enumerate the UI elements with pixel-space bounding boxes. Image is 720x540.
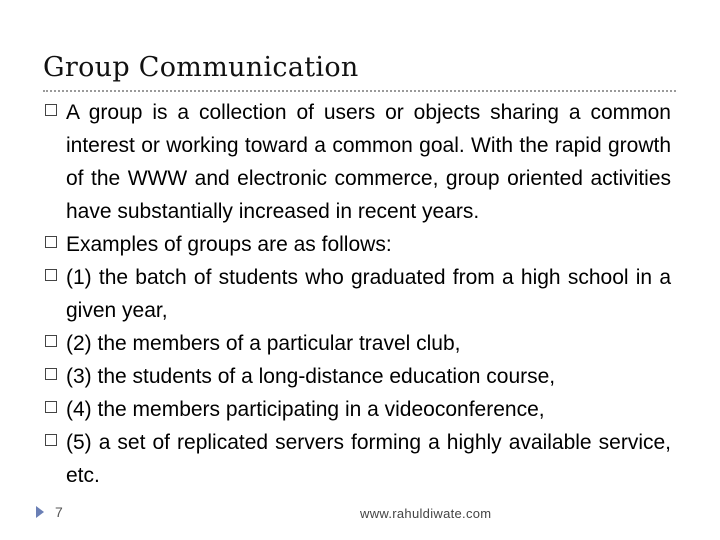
page-number: 7 [55,504,63,520]
bullet-item [45,96,671,228]
bullet-item [45,393,671,426]
bullet-text: (5) a set of replicated servers forming a highly available service, etc. [66,431,671,487]
bullet-item [45,426,671,492]
bullet-text: (1) the batch of students who graduated from a high school in a given year, [66,266,671,322]
bullet-text: (4) the members participating in a videoconference, [66,398,545,421]
square-bullet-icon [45,368,57,380]
bullet-item [45,360,671,393]
slide-title: Group Communication [43,52,359,83]
square-bullet-icon [45,401,57,413]
bullet-text: (3) the students of a long-distance education course, [66,365,556,388]
bullet-text: Examples of groups are as follows: [66,233,392,256]
square-bullet-icon [45,269,57,281]
square-bullet-icon [45,236,57,248]
footer-triangle-icon [36,506,44,518]
title-divider [43,90,676,92]
footer-website: www.rahuldiwate.com [360,506,492,521]
bullet-item [45,228,671,261]
square-bullet-icon [45,434,57,446]
square-bullet-icon [45,335,57,347]
bullet-item [45,327,671,360]
bullet-item [45,261,671,327]
bullet-list [45,96,671,492]
square-bullet-icon [45,104,57,116]
bullet-text: A group is a collection of users or objects sharing a common interest or working toward a common goal. With the rapid growth of the WWW and electronic commerce, group oriented activities have substantially increased in recent years. [66,101,671,223]
bullet-text: (2) the members of a particular travel club, [66,332,461,355]
